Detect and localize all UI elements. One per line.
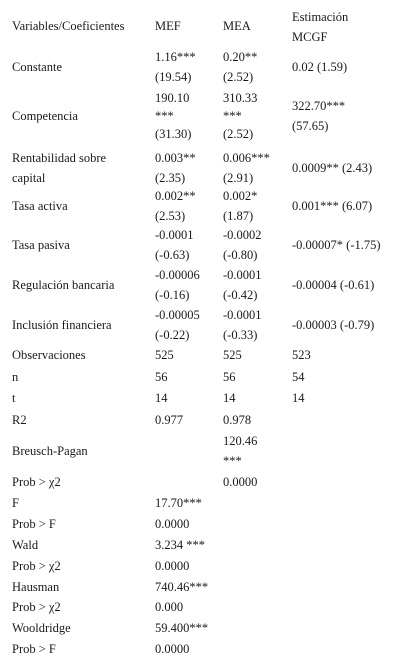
mea-significance: *** [223, 109, 242, 123]
mcgf-value: 0.02 (1.59) [292, 60, 348, 74]
mea-statistic: (1.87) [223, 209, 254, 223]
mef-statistic: (2.53) [155, 209, 186, 223]
row-label-line2: capital [12, 171, 46, 185]
mef-value: 14 [155, 391, 168, 405]
row-label: Prob > F [12, 642, 56, 656]
mcgf-value: 0.0009** (2.43) [292, 161, 373, 175]
mef-coefficient: -0.00006 [155, 268, 200, 282]
mcgf-value: 54 [292, 370, 305, 384]
mcgf-value: 0.001*** (6.07) [292, 199, 373, 213]
row-label: n [12, 370, 19, 384]
mef-value: 0.000 [155, 600, 184, 614]
mea-value: 0.978 [223, 413, 252, 427]
row-label: Regulación bancaria [12, 278, 115, 292]
mef-statistic: (-0.16) [155, 288, 190, 302]
mea-coefficient: -0.0001 [223, 308, 262, 322]
mef-value: 0.0000 [155, 642, 190, 656]
mef-value: 17.70*** [155, 496, 202, 510]
mcgf-value: 523 [292, 348, 311, 362]
mef-value: 56 [155, 370, 168, 384]
row-label: F [12, 496, 19, 510]
mea-value: 56 [223, 370, 236, 384]
mef-statistic: (19.54) [155, 70, 192, 84]
row-label: Tasa pasiva [12, 238, 70, 252]
row-label: Prob > χ2 [12, 600, 61, 614]
mef-coefficient: 1.16*** [155, 50, 196, 64]
mef-statistic: (-0.22) [155, 328, 190, 342]
mef-coefficient: 0.002** [155, 189, 196, 203]
row-label: Constante [12, 60, 62, 74]
mef-value: 0.977 [155, 413, 184, 427]
header-mef: MEF [155, 19, 181, 33]
row-label: Wooldridge [12, 621, 71, 635]
row-label: Inclusión financiera [12, 318, 112, 332]
mea-value: 120.46 [223, 434, 258, 448]
mea-statistic: (2.91) [223, 171, 254, 185]
mea-statistic: (-0.42) [223, 288, 258, 302]
mef-coefficient: -0.00005 [155, 308, 200, 322]
row-label: R2 [12, 413, 27, 427]
mea-value: 525 [223, 348, 242, 362]
row-label: Tasa activa [12, 199, 68, 213]
header-mcgf-line1: Estimación [292, 10, 349, 24]
header-mcgf-line2: MCGF [292, 30, 328, 44]
mea-coefficient: -0.0001 [223, 268, 262, 282]
mcgf-value: -0.00007* (-1.75) [292, 238, 381, 252]
mef-coefficient: -0.0001 [155, 228, 194, 242]
mef-value: 0.0000 [155, 559, 190, 573]
header-variables: Variables/Coeficientes [12, 19, 125, 33]
mef-statistic: (31.30) [155, 127, 192, 141]
mef-coefficient: 0.003** [155, 151, 196, 165]
row-label: Hausman [12, 580, 60, 594]
mef-value: 0.0000 [155, 517, 190, 531]
mea-coefficient: 0.002* [223, 189, 258, 203]
mea-significance: *** [223, 454, 242, 468]
row-label: Observaciones [12, 348, 86, 362]
mcgf-value: -0.00003 (-0.79) [292, 318, 375, 332]
mef-statistic: (-0.63) [155, 248, 190, 262]
row-label: Breusch-Pagan [12, 444, 88, 458]
mea-coefficient: 310.33 [223, 91, 258, 105]
mef-value: 740.46*** [155, 580, 209, 594]
mea-coefficient: 0.006*** [223, 151, 270, 165]
mea-statistic: (-0.33) [223, 328, 258, 342]
header-mea: MEA [223, 19, 251, 33]
mea-statistic: (2.52) [223, 70, 254, 84]
mcgf-value: 14 [292, 391, 305, 405]
row-label: Prob > χ2 [12, 559, 61, 573]
row-label: Wald [12, 538, 39, 552]
row-label: Prob > χ2 [12, 475, 61, 489]
mef-coefficient: 190.10 [155, 91, 190, 105]
mea-statistic: (2.52) [223, 127, 254, 141]
mef-value: 525 [155, 348, 174, 362]
mcgf-statistic: (57.65) [292, 119, 329, 133]
mef-value: 59.400*** [155, 621, 209, 635]
row-label-line1: Rentabilidad sobre [12, 151, 107, 165]
mea-value: 14 [223, 391, 236, 405]
mef-significance: *** [155, 109, 174, 123]
mea-coefficient: 0.20** [223, 50, 258, 64]
row-label: Prob > F [12, 517, 56, 531]
mcgf-coefficient: 322.70*** [292, 99, 346, 113]
mea-coefficient: -0.0002 [223, 228, 262, 242]
row-label: Competencia [12, 109, 78, 123]
mcgf-value: -0.00004 (-0.61) [292, 278, 375, 292]
row-label: t [12, 391, 16, 405]
mef-value: 3.234 *** [155, 538, 205, 552]
mea-statistic: (-0.80) [223, 248, 258, 262]
mea-value: 0.0000 [223, 475, 258, 489]
mef-statistic: (2.35) [155, 171, 186, 185]
